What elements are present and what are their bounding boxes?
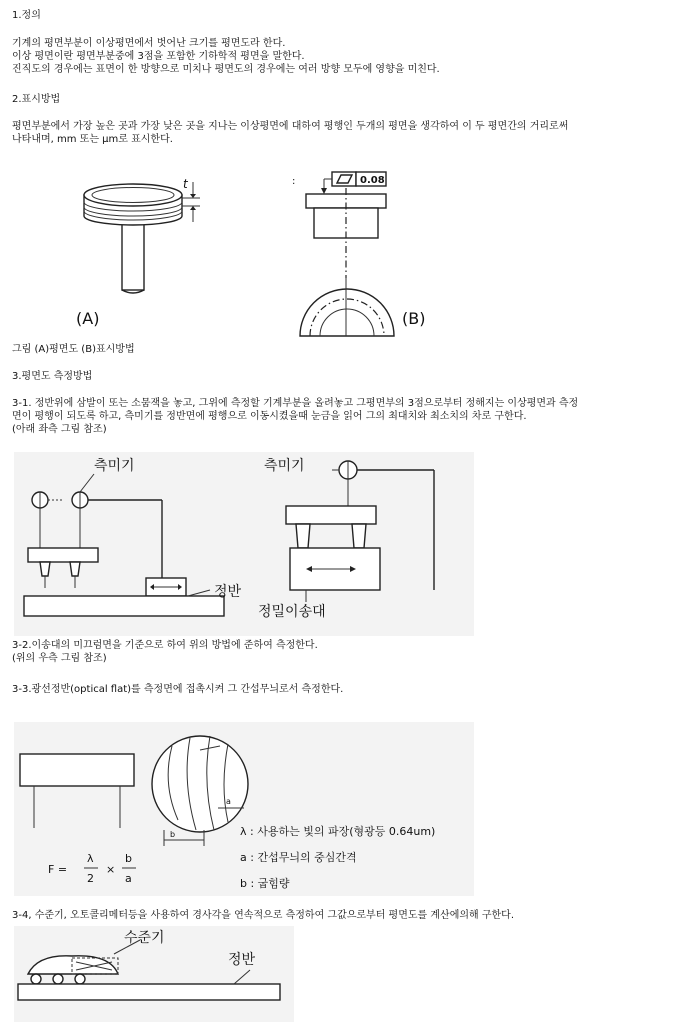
method-3-1-line-3: (아래 좌측 그림 참조) bbox=[12, 424, 107, 435]
label-precision-slide: 정밀이송대 bbox=[258, 604, 326, 620]
method-3-2-line-1: 3-2.이송대의 미끄럼면을 기준으로 하여 위의 방법에 준하여 측정한다. bbox=[12, 640, 318, 651]
section-3-heading: 3.평면도 측정방법 bbox=[12, 371, 93, 382]
formula-times: × bbox=[106, 863, 116, 876]
formula-a: a bbox=[125, 872, 132, 885]
micrometer-measurement-figure bbox=[14, 452, 474, 636]
figure-b-drawing bbox=[292, 172, 394, 336]
label-micrometer-right: 측미기 bbox=[264, 458, 305, 474]
figure-b-label: (B) bbox=[402, 309, 426, 328]
label-b-small: b bbox=[170, 830, 176, 839]
method-3-1-line-1: 3-1. 정반위에 삼발이 또는 소뭄잭을 놓고, 그위에 측정할 기계부분을 올려놓고 그평면부의 3점으로부터 정해지는 이상평면과 측정 bbox=[12, 398, 579, 409]
section-2-heading: 2.표시방법 bbox=[12, 94, 61, 105]
method-3-1-line-2: 면이 평행이 되도록 하고, 측미기를 정반면에 평행으로 이동시켰을때 눈금을 읽어 그의 최대치와 최소치의 차로 구한다. bbox=[12, 411, 527, 422]
figure-a-label: (A) bbox=[76, 309, 100, 328]
method-3-3-text: 3-3.광선정반(optical flat)를 측정면에 접촉시켜 그 간섭무늬로서 측정한다. bbox=[12, 684, 344, 695]
section-1-heading: 1.정의 bbox=[12, 10, 41, 21]
notation-line-2: 나타내며, mm 또는 μm로 표시한다. bbox=[12, 134, 173, 145]
notation-line-1: 평면부분에서 가장 높은 곳과 가장 낮은 곳을 지나는 이상평면에 대하여 평행인 두개의 평면을 생각하여 이 두 평면간의 거리로써 bbox=[12, 121, 569, 132]
method-3-4-text: 3-4, 수준기, 오토콜리메터등을 사용하여 경사각을 연속적으로 측정하여 그값으로부터 평면도를 계산에의해 구한다. bbox=[12, 910, 515, 921]
label-t: t bbox=[183, 177, 188, 191]
definition-line-2: 이상 평면이란 평면부분중에 3점을 포함한 기하학적 평면을 말한다. bbox=[12, 51, 305, 62]
legend-lambda: λ : 사용하는 빛의 파장(형광등 0.64um) bbox=[240, 825, 436, 838]
label-a-small: a bbox=[226, 797, 231, 806]
legend-a: a : 간섭무늬의 중심간격 bbox=[240, 851, 357, 864]
legend-b: b : 굽힘량 bbox=[240, 877, 290, 890]
definition-line-3: 진직도의 경우에는 표면이 한 방향으로 미치나 평면도의 경우에는 여러 방향 모두에 영향을 미친다. bbox=[12, 64, 440, 75]
formula-two: 2 bbox=[87, 872, 94, 885]
figure-a-drawing bbox=[84, 182, 200, 293]
level-figure bbox=[14, 926, 294, 1022]
label-micrometer-left: 측미기 bbox=[94, 458, 135, 474]
flatness-figure bbox=[40, 160, 480, 340]
formula-b: b bbox=[125, 852, 132, 865]
svg-text::: : bbox=[292, 176, 296, 187]
method-3-2-line-2: (위의 우측 그림 참조) bbox=[12, 653, 107, 664]
label-surface-plate-2: 정반 bbox=[228, 952, 256, 968]
label-surface-plate: 정반 bbox=[214, 584, 242, 600]
figure-caption: 그림 (A)평면도 (B)표시방법 bbox=[12, 344, 135, 355]
formula-lambda: λ bbox=[87, 852, 94, 865]
tolerance-value: 0.08 bbox=[360, 175, 385, 186]
optical-flat-figure bbox=[14, 722, 474, 896]
formula-f: F = bbox=[48, 863, 68, 876]
label-level: 수준기 bbox=[124, 930, 165, 946]
definition-line-1: 기계의 평면부분이 이상평면에서 벗어난 크기를 평면도라 한다. bbox=[12, 38, 286, 49]
